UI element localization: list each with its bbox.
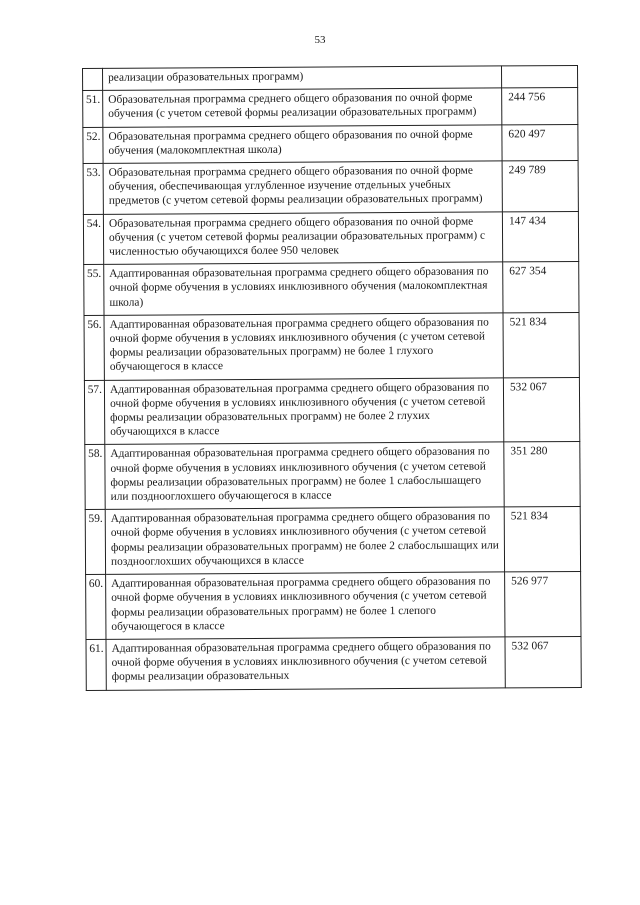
row-number: 52. (83, 127, 103, 164)
table-row (83, 211, 578, 265)
row-number: 58. (85, 445, 105, 510)
program-description: Адаптированная образовательная программа среднего общего образования по очной форме обучения в условиях инклюзивного обучения (с учетом сетевой формы реализации образовательных программ) не более 1 слепого обучающегося в классе (106, 572, 505, 639)
program-description: Адаптированная образовательная программа среднего общего образования по очной форме обучения в условиях инклюзивного обучения (с учетом сетевой формы реализации образовательных (106, 637, 505, 690)
table-row (83, 124, 578, 163)
program-description: реализации образовательных программ) (103, 66, 502, 91)
program-description: Адаптированная образовательная программа среднего общего образования по очной форме обучения в условиях инклюзивного обучения (с учетом сетевой формы реализации образовательных программ) не более 2 слабослышащих или позднооглохших обучающихся в классе (105, 507, 504, 574)
cost-value: 532 067 (503, 377, 579, 442)
table-row (85, 442, 580, 510)
row-number: 55. (84, 265, 104, 316)
program-description: Образовательная программа среднего общего образования по очной форме обучения, обеспечивающая углубленное изучение отдельных учебных предметов (с учетом сетевой формы реализации образовательных программ) (103, 161, 502, 214)
cost-value: 147 434 (502, 211, 578, 262)
row-number (83, 68, 103, 90)
tariff-table (82, 65, 582, 691)
table-row (84, 377, 579, 445)
cost-value: 620 497 (502, 124, 578, 161)
table-row (83, 88, 578, 127)
table-body (83, 65, 582, 690)
page-number: 53 (314, 34, 326, 46)
table-row (85, 507, 580, 575)
program-description: Образовательная программа среднего общего образования по очной форме обучения (малокомплектная школа) (103, 125, 502, 164)
program-description: Адаптированная образовательная программа среднего общего образования по очной форме обучения в условиях инклюзивного обучения (с учетом сетевой формы реализации образовательных программ) не более 1 слабослышащего или позднооглохшего обучающегося в классе (105, 442, 504, 509)
row-number: 61. (86, 639, 106, 690)
row-number: 60. (86, 574, 106, 639)
table-row (83, 65, 578, 90)
program-description: Образовательная программа среднего общего образования по очной форме обучения (с учетом сетевой формы реализации образовательных программ) (103, 88, 502, 127)
program-description: Адаптированная образовательная программа среднего общего образования по очной форме обучения в условиях инклюзивного обучения (с учетом сетевой формы реализации образовательных программ) не более 1 глухого обучающегося в классе (104, 313, 503, 380)
row-number: 59. (85, 510, 105, 575)
cost-value: 249 789 (502, 160, 578, 211)
row-number: 53. (83, 163, 103, 214)
row-number: 51. (83, 91, 103, 128)
table-row (84, 262, 579, 316)
program-description: Адаптированная образовательная программа среднего общего образования по очной форме обучения в условиях инклюзивного обучения (с учетом сетевой формы реализации образовательных программ) не более 2 глухих обучающихся в классе (104, 378, 503, 445)
table-row (86, 636, 581, 690)
cost-value: 532 067 (505, 636, 581, 687)
cost-value (501, 65, 577, 88)
cost-value: 526 977 (505, 572, 581, 637)
cost-value: 244 756 (502, 88, 578, 125)
row-number: 57. (84, 380, 104, 445)
table-row (86, 572, 581, 640)
row-number: 54. (83, 214, 103, 265)
row-number: 56. (84, 315, 104, 380)
table-row (83, 160, 578, 214)
cost-value: 521 834 (503, 312, 579, 377)
table-row (84, 312, 579, 380)
program-description: Образовательная программа среднего общего образования по очной форме обучения (с учетом сетевой формы реализации образовательных программ) с численностью обучающихся более 950 человек (103, 212, 502, 265)
cost-value: 351 280 (504, 442, 580, 507)
cost-value: 627 354 (503, 262, 579, 313)
cost-value: 521 834 (504, 507, 580, 572)
program-description: Адаптированная образовательная программа среднего общего образования по очной форме обучения в условиях инклюзивного обучения (малокомплектная школа) (104, 262, 503, 315)
